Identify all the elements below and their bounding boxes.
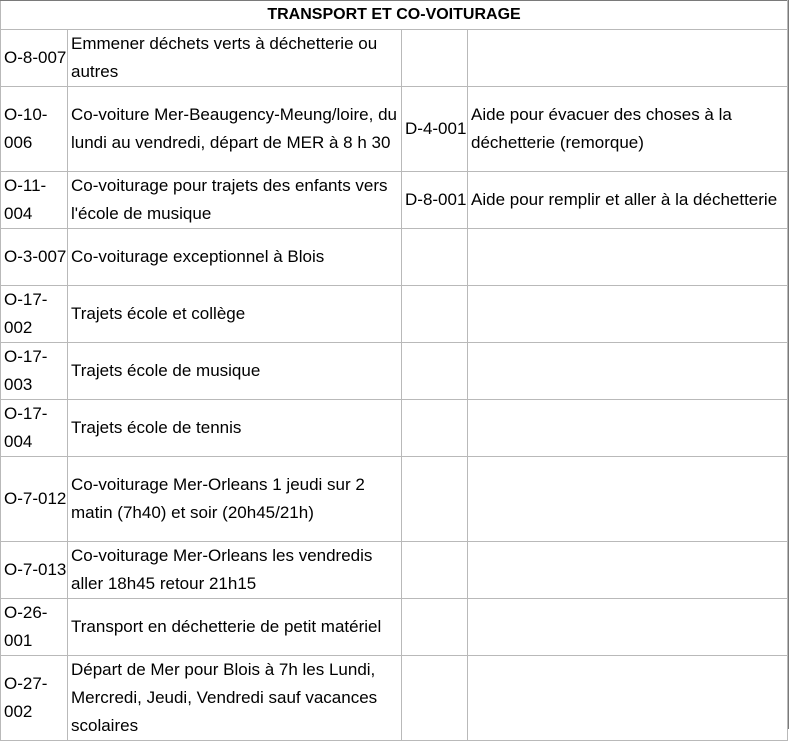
offer-code-cell[interactable]: O-8-007 (1, 30, 68, 87)
request-desc-cell[interactable] (468, 343, 788, 400)
offer-code-cell[interactable]: O-10-006 (1, 87, 68, 172)
request-code-cell[interactable] (402, 229, 468, 286)
offer-desc-cell[interactable]: Co-voiture Mer-Beaugency-Meung/loire, du lundi au vendredi, départ de MER à 8 h 30 (68, 87, 402, 172)
table-row (1, 229, 788, 286)
table-title[interactable]: TRANSPORT ET CO-VOITURAGE (1, 1, 788, 30)
request-code-cell[interactable] (402, 30, 468, 87)
offer-code-cell[interactable]: O-26-001 (1, 599, 68, 656)
offer-code-cell[interactable]: O-7-012 (1, 457, 68, 542)
request-desc-cell[interactable] (468, 30, 788, 87)
offer-code-cell[interactable]: O-17-004 (1, 400, 68, 457)
offer-desc-cell[interactable]: Trajets école et collège (68, 286, 402, 343)
offer-desc-cell[interactable]: Co-voiturage exceptionnel à Blois (68, 229, 402, 286)
offer-desc-cell[interactable]: Trajets école de tennis (68, 400, 402, 457)
request-desc-cell[interactable]: Aide pour évacuer des choses à la déchetterie (remorque) (468, 87, 788, 172)
offer-code-cell[interactable]: O-27-002 (1, 656, 68, 741)
table-row (1, 599, 788, 656)
offer-desc-cell[interactable]: Co-voiturage Mer-Orleans les vendredis aller 18h45 retour 21h15 (68, 542, 402, 599)
request-code-cell[interactable]: D-4-001 (402, 87, 468, 172)
request-desc-cell[interactable] (468, 656, 788, 741)
offer-code-cell[interactable]: O-17-003 (1, 343, 68, 400)
offer-code-cell[interactable]: O-3-007 (1, 229, 68, 286)
offer-desc-cell[interactable]: Emmener déchets verts à déchetterie ou autres (68, 30, 402, 87)
request-desc-cell[interactable] (468, 457, 788, 542)
request-desc-cell[interactable] (468, 599, 788, 656)
offer-desc-cell[interactable]: Transport en déchetterie de petit matériel (68, 599, 402, 656)
request-desc-cell[interactable] (468, 286, 788, 343)
table-row (1, 542, 788, 599)
offer-code-cell[interactable]: O-17-002 (1, 286, 68, 343)
request-code-cell[interactable]: D-8-001 (402, 172, 468, 229)
offer-desc-cell[interactable]: Co-voiturage pour trajets des enfants vers l'école de musique (68, 172, 402, 229)
table-row (1, 286, 788, 343)
request-desc-cell[interactable] (468, 542, 788, 599)
request-desc-cell[interactable] (468, 229, 788, 286)
offer-desc-cell[interactable]: Trajets école de musique (68, 343, 402, 400)
offer-desc-cell[interactable]: Départ de Mer pour Blois à 7h les Lundi, Mercredi, Jeudi, Vendredi sauf vacances scolaires (68, 656, 402, 741)
request-code-cell[interactable] (402, 343, 468, 400)
request-code-cell[interactable] (402, 656, 468, 741)
offer-desc-cell[interactable]: Co-voiturage Mer-Orleans 1 jeudi sur 2 matin (7h40) et soir (20h45/21h) (68, 457, 402, 542)
request-code-cell[interactable] (402, 286, 468, 343)
table-row (1, 172, 788, 229)
table-row (1, 87, 788, 172)
request-desc-cell[interactable] (468, 400, 788, 457)
request-code-cell[interactable] (402, 400, 468, 457)
request-code-cell[interactable] (402, 599, 468, 656)
table-row (1, 656, 788, 741)
table-row (1, 457, 788, 542)
table-row (1, 400, 788, 457)
request-code-cell[interactable] (402, 542, 468, 599)
request-code-cell[interactable] (402, 457, 468, 542)
table-row (1, 30, 788, 87)
offer-code-cell[interactable]: O-7-013 (1, 542, 68, 599)
table-row (1, 343, 788, 400)
request-desc-cell[interactable]: Aide pour remplir et aller à la déchetterie (468, 172, 788, 229)
offer-code-cell[interactable]: O-11-004 (1, 172, 68, 229)
